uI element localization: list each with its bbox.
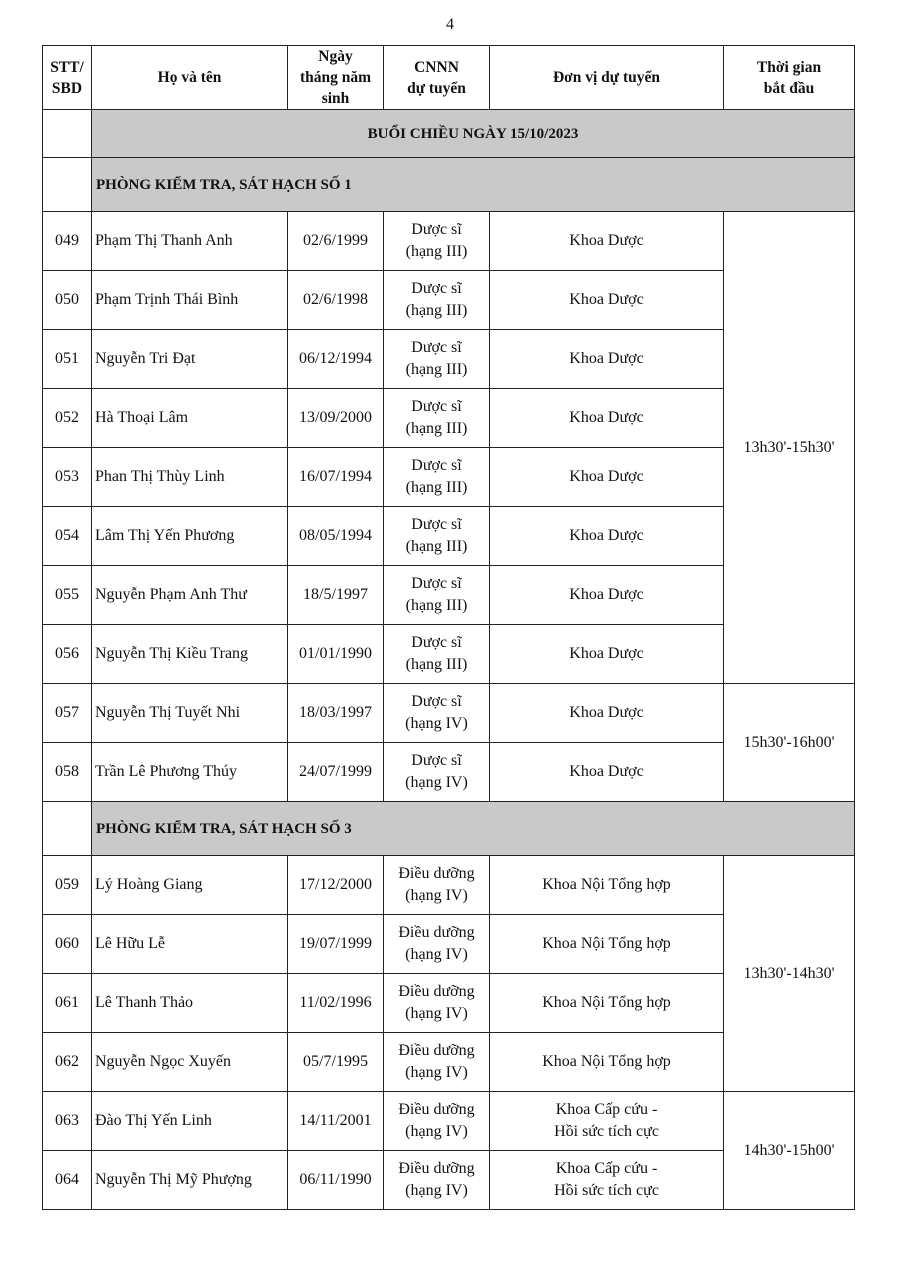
unit-cell [490, 507, 724, 566]
position-title: Dược sĩ [411, 752, 462, 769]
stt-cell: 049 [43, 212, 92, 271]
dob-cell: 18/03/1997 [288, 684, 384, 743]
table-body [43, 110, 855, 1210]
session-title: BUỔI CHIỀU NGÀY 15/10/2023 [92, 110, 855, 158]
position-cell [384, 566, 490, 625]
name-cell: Nguyễn Tri Đạt [92, 330, 288, 389]
unit-line-1: Khoa Dược [569, 468, 644, 485]
dob-cell: 16/07/1994 [288, 448, 384, 507]
dob-cell: 01/01/1990 [288, 625, 384, 684]
dob-cell: 19/07/1999 [288, 915, 384, 974]
stt-cell: 062 [43, 1033, 92, 1092]
candidate-table [42, 45, 855, 1210]
position-title: Dược sĩ [411, 221, 462, 238]
table-row [43, 684, 855, 743]
session-row [43, 110, 855, 158]
position-grade: (hạng III) [405, 361, 468, 378]
position-cell [384, 625, 490, 684]
position-cell [384, 974, 490, 1033]
dob-cell: 02/6/1999 [288, 212, 384, 271]
position-title: Dược sĩ [411, 398, 462, 415]
dob-cell: 24/07/1999 [288, 743, 384, 802]
stt-cell: 058 [43, 743, 92, 802]
unit-line-1: Khoa Nội Tổng hợp [542, 1053, 671, 1070]
name-cell: Nguyễn Ngọc Xuyến [92, 1033, 288, 1092]
dob-cell: 13/09/2000 [288, 389, 384, 448]
unit-line-1: Khoa Dược [569, 763, 644, 780]
room3-title: PHÒNG KIỂM TRA, SÁT HẠCH SỐ 3 [92, 802, 855, 856]
name-cell: Nguyễn Thị Tuyết Nhi [92, 684, 288, 743]
table-row [43, 212, 855, 271]
name-cell: Lâm Thị Yến Phương [92, 507, 288, 566]
position-cell [384, 684, 490, 743]
name-cell: Lê Hữu Lễ [92, 915, 288, 974]
position-title: Điều dưỡng [398, 865, 475, 882]
unit-cell [490, 625, 724, 684]
position-title: Dược sĩ [411, 280, 462, 297]
name-cell: Phạm Trịnh Thái Bình [92, 271, 288, 330]
position-title: Dược sĩ [411, 634, 462, 651]
position-title: Dược sĩ [411, 457, 462, 474]
position-cell [384, 448, 490, 507]
name-cell: Nguyễn Phạm Anh Thư [92, 566, 288, 625]
position-grade: (hạng IV) [405, 1123, 468, 1140]
room1-blank-cell [43, 158, 92, 212]
position-title: Dược sĩ [411, 516, 462, 533]
dob-cell: 11/02/1996 [288, 974, 384, 1033]
session-blank-cell [43, 110, 92, 158]
stt-cell: 052 [43, 389, 92, 448]
unit-line-1: Khoa Cấp cứu - [555, 1101, 658, 1118]
position-grade: (hạng IV) [405, 715, 468, 732]
name-cell: Hà Thoại Lâm [92, 389, 288, 448]
unit-line-2: Hồi sức tích cực [554, 1182, 659, 1199]
stt-cell: 056 [43, 625, 92, 684]
stt-cell: 060 [43, 915, 92, 974]
room3-row [43, 802, 855, 856]
header-dob: Ngày tháng năm sinh [288, 46, 384, 110]
dob-cell: 18/5/1997 [288, 566, 384, 625]
table-row [43, 856, 855, 915]
unit-line-1: Khoa Nội Tổng hợp [542, 876, 671, 893]
position-cell [384, 212, 490, 271]
dob-cell: 06/11/1990 [288, 1151, 384, 1210]
position-cell [384, 1092, 490, 1151]
position-grade: (hạng III) [405, 597, 468, 614]
room1-row [43, 158, 855, 212]
dob-cell: 02/6/1998 [288, 271, 384, 330]
unit-cell [490, 974, 724, 1033]
unit-line-1: Khoa Dược [569, 586, 644, 603]
position-grade: (hạng IV) [405, 1182, 468, 1199]
unit-cell [490, 1092, 724, 1151]
name-cell: Đào Thị Yến Linh [92, 1092, 288, 1151]
position-grade: (hạng IV) [405, 946, 468, 963]
stt-cell: 051 [43, 330, 92, 389]
name-cell: Lý Hoàng Giang [92, 856, 288, 915]
unit-line-1: Khoa Dược [569, 350, 644, 367]
dob-cell: 06/12/1994 [288, 330, 384, 389]
unit-line-1: Khoa Dược [569, 645, 644, 662]
position-cell [384, 271, 490, 330]
position-cell [384, 389, 490, 448]
time-slot-cell: 13h30'-14h30' [724, 856, 855, 1092]
name-cell: Phạm Thị Thanh Anh [92, 212, 288, 271]
table-row [43, 1092, 855, 1151]
unit-cell [490, 1033, 724, 1092]
unit-line-1: Khoa Nội Tổng hợp [542, 935, 671, 952]
dob-cell: 05/7/1995 [288, 1033, 384, 1092]
dob-cell: 17/12/2000 [288, 856, 384, 915]
position-cell [384, 330, 490, 389]
position-title: Điều dưỡng [398, 1101, 475, 1118]
unit-line-1: Khoa Dược [569, 704, 644, 721]
position-grade: (hạng III) [405, 302, 468, 319]
unit-cell [490, 856, 724, 915]
stt-cell: 050 [43, 271, 92, 330]
position-cell [384, 1033, 490, 1092]
unit-cell [490, 915, 724, 974]
stt-cell: 061 [43, 974, 92, 1033]
header-row [43, 46, 855, 110]
name-cell: Nguyễn Thị Mỹ Phượng [92, 1151, 288, 1210]
position-title: Dược sĩ [411, 693, 462, 710]
name-cell: Nguyễn Thị Kiều Trang [92, 625, 288, 684]
time-slot-cell: 15h30'-16h00' [724, 684, 855, 802]
position-title: Điều dưỡng [398, 1042, 475, 1059]
position-cell [384, 743, 490, 802]
unit-line-1: Khoa Dược [569, 291, 644, 308]
stt-cell: 063 [43, 1092, 92, 1151]
unit-cell [490, 212, 724, 271]
position-grade: (hạng IV) [405, 1005, 468, 1022]
header-position: CNNN dự tuyển [384, 46, 490, 110]
unit-cell [490, 330, 724, 389]
position-grade: (hạng IV) [405, 1064, 468, 1081]
position-grade: (hạng IV) [405, 887, 468, 904]
stt-cell: 054 [43, 507, 92, 566]
stt-cell: 059 [43, 856, 92, 915]
position-title: Dược sĩ [411, 575, 462, 592]
dob-cell: 08/05/1994 [288, 507, 384, 566]
unit-cell [490, 271, 724, 330]
position-title: Điều dưỡng [398, 1160, 475, 1177]
position-grade: (hạng III) [405, 656, 468, 673]
name-cell: Phan Thị Thùy Linh [92, 448, 288, 507]
position-grade: (hạng IV) [405, 774, 468, 791]
unit-line-1: Khoa Dược [569, 232, 644, 249]
unit-cell [490, 389, 724, 448]
position-title: Dược sĩ [411, 339, 462, 356]
room1-title: PHÒNG KIỂM TRA, SÁT HẠCH SỐ 1 [92, 158, 855, 212]
stt-cell: 057 [43, 684, 92, 743]
dob-cell: 14/11/2001 [288, 1092, 384, 1151]
stt-cell: 064 [43, 1151, 92, 1210]
unit-line-1: Khoa Nội Tổng hợp [542, 994, 671, 1011]
position-cell [384, 915, 490, 974]
room3-blank-cell [43, 802, 92, 856]
header-unit: Đơn vị dự tuyển [490, 46, 724, 110]
unit-line-1: Khoa Dược [569, 409, 644, 426]
unit-cell [490, 684, 724, 743]
position-grade: (hạng III) [405, 243, 468, 260]
time-slot-cell: 13h30'-15h30' [724, 212, 855, 684]
header-time: Thời gian bắt đầu [724, 46, 855, 110]
unit-cell [490, 566, 724, 625]
unit-line-1: Khoa Cấp cứu - [555, 1160, 658, 1177]
unit-cell [490, 448, 724, 507]
position-cell [384, 856, 490, 915]
stt-cell: 055 [43, 566, 92, 625]
name-cell: Lê Thanh Thảo [92, 974, 288, 1033]
unit-line-1: Khoa Dược [569, 527, 644, 544]
unit-line-2: Hồi sức tích cực [554, 1123, 659, 1140]
position-title: Điều dưỡng [398, 924, 475, 941]
stt-cell: 053 [43, 448, 92, 507]
position-grade: (hạng III) [405, 420, 468, 437]
header-name: Họ và tên [92, 46, 288, 110]
page-number: 4 [446, 16, 454, 33]
position-grade: (hạng III) [405, 479, 468, 496]
position-grade: (hạng III) [405, 538, 468, 555]
name-cell: Trần Lê Phương Thúy [92, 743, 288, 802]
unit-cell [490, 1151, 724, 1210]
position-cell [384, 507, 490, 566]
header-stt: STT/ SBD [43, 46, 92, 110]
position-title: Điều dưỡng [398, 983, 475, 1000]
time-slot-cell: 14h30'-15h00' [724, 1092, 855, 1210]
position-cell [384, 1151, 490, 1210]
unit-cell [490, 743, 724, 802]
